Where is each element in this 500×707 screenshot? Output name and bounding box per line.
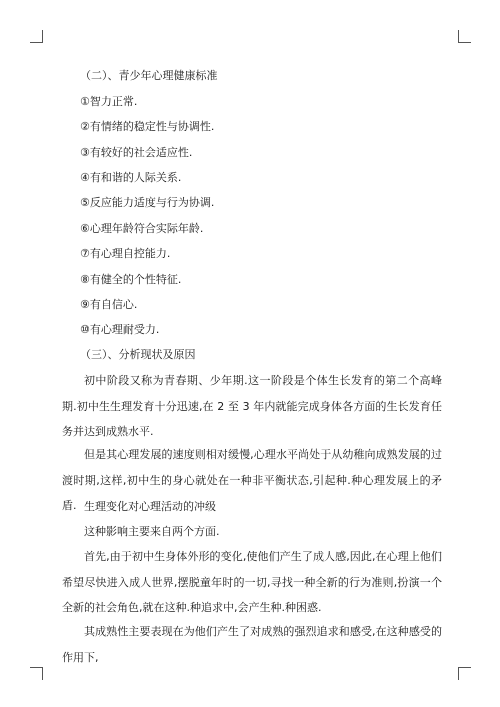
crop-mark-top-right [458, 30, 471, 43]
standard-item-10: ⑩有心理耐受力. [80, 323, 160, 336]
standard-item-8: ⑧有健全的个性特征. [80, 273, 182, 286]
standard-item-7: ⑦有心理自控能力. [80, 247, 171, 260]
standard-item-3: ③有较好的社会适应性. [80, 146, 193, 159]
text-influence-two-aspects: 这种影响主要来自两个方面. [84, 525, 220, 538]
paragraph-adult-sense: 首先,由于初中生身体外形的变化,使他们产生了成人感,因此,在心理上他们希望尽快进入成人世界,摆脱童年时的一切,寻找一种全新的行为准则,扮演一个全新的社会角色,就在这种.种追求中,会产生种.种困惑. [62, 550, 442, 614]
crop-mark-top-left [30, 30, 43, 43]
standard-item-1: ①智力正常. [80, 95, 138, 108]
crop-mark-bottom-left [30, 667, 43, 680]
section-heading-analysis: （三）、分析现状及原因 [80, 348, 196, 361]
standard-item-6: ⑥心理年龄符合实际年龄. [80, 222, 204, 235]
section-heading-standards: （二）、青少年心理健康标准 [80, 69, 218, 82]
paragraph-maturity: 其成熟性主要表现在为他们产生了对成熟的强烈追求和感受,在这种感受的作用下, [62, 625, 442, 664]
standard-item-9: ⑨有自信心. [80, 298, 138, 311]
standard-item-5: ⑤反应能力适度与行为协调. [80, 196, 215, 209]
standard-item-2: ②有情绪的稳定性与协调性. [80, 120, 215, 133]
paragraph-imbalance: 但是其心理发展的速度则相对缓慢,心理水平尚处于从幼稚向成熟发展的过渡时期,这样,初中生的身心就处在一种非平衡状态,引起种.种心理发展上的矛盾. [62, 448, 442, 512]
paragraph-puberty: 初中阶段又称为青春期、少年期.这一阶段是个体生长发育的第二个高峰期.初中生生理发育十分迅速,在 2 至 3 年内就能完成身体各方面的生长发育任务并达到成熟水平. [62, 374, 442, 438]
subheading-physiology: 生理变化对心理活动的冲级 [84, 500, 216, 513]
standard-item-4: ④有和谐的人际关系. [80, 171, 182, 184]
crop-mark-bottom-right [458, 667, 471, 680]
